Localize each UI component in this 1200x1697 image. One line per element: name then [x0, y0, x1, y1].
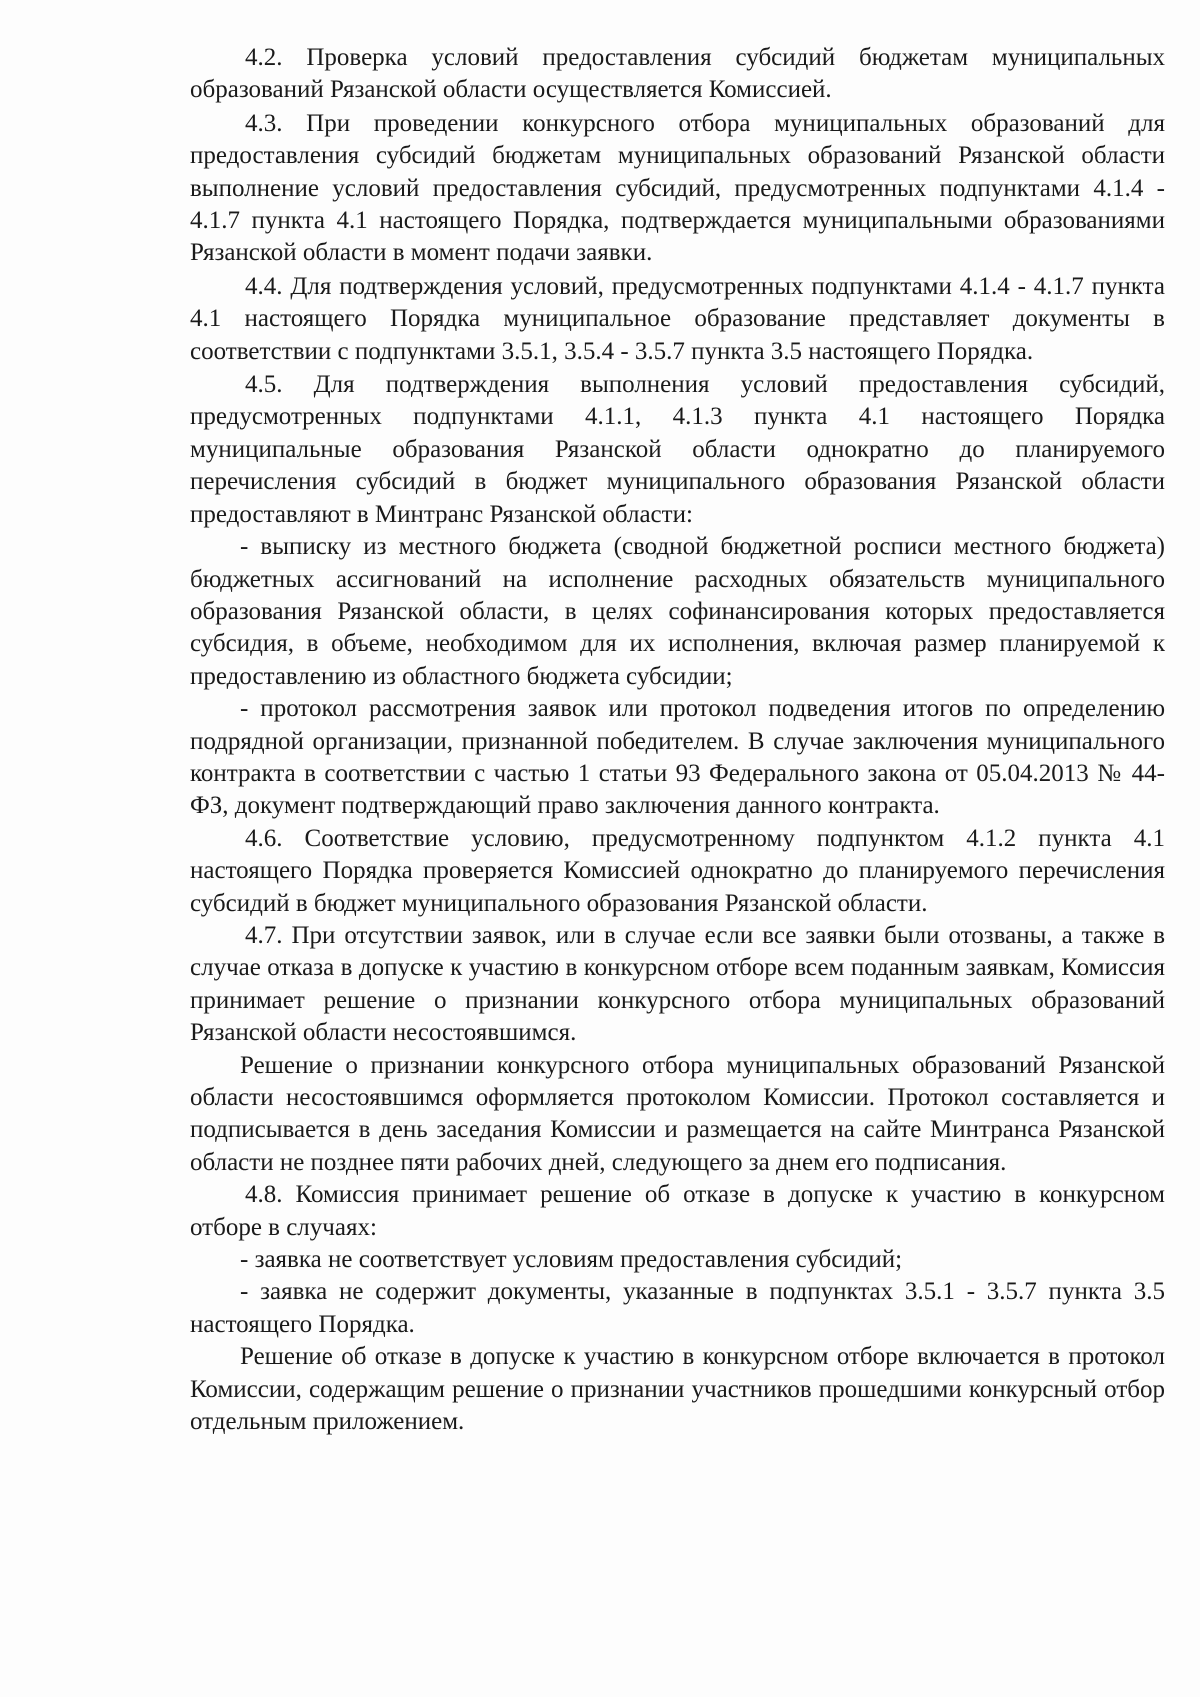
paragraph-4-8-item-2: - заявка не содержит документы, указанные в подпунктах 3.5.1 - 3.5.7 пункта 3.5 настоящего Порядка. [190, 1278, 1165, 1338]
paragraph-4-5: 4.5. Для подтверждения выполнения условий предоставления субсидий, предусмотренных подпунктами 4.1.1, 4.1.3 пункта 4.1 настоящего Порядка муниципальные образования Рязанской области однократно до планируемого перечисления субсидий в бюджет муниципального образования Рязанской области предоставляют в Минтранс Рязанской области: [190, 371, 1165, 528]
paragraph-4-7: 4.7. При отсутствии заявок, или в случае если все заявки были отозваны, а также в случае отказа в допуске к участию в конкурсном отборе всем поданным заявкам, Комиссия принимает решение о признании конкурсного отбора муниципальных образований Рязанской области несостоявшимся. [190, 921, 1165, 1047]
paragraph-4-6: 4.6. Соответствие условию, предусмотренному подпунктом 4.1.2 пункта 4.1 настоящего Порядка проверяется Комиссией однократно до планируемого перечисления субсидий в бюджет муниципального образования Рязанской области. [190, 824, 1165, 917]
paragraph-4-5-item-1: - выписку из местного бюджета (сводной бюджетной росписи местного бюджета) бюджетных ассигнований на исполнение расходных обязательств муниципального образования Рязанской области, в целях софинансирования которых предоставляется субсидия, в объеме, необходимом для их исполнения, включая размер планируемой к предоставлению из областного бюджета субсидии; [190, 533, 1165, 690]
paragraph-4-7-decision: Решение о признании конкурсного отбора муниципальных образований Рязанской области несостоявшимся оформляется протоколом Комиссии. Протокол составляется и подписывается в день заседания Комиссии и размещается на сайте Минтранса Рязанской области не позднее пяти рабочих дней, следующего за днем его подписания. [190, 1051, 1165, 1176]
paragraph-4-8-item-1: - заявка не соответствует условиям предоставления субсидий; [240, 1246, 903, 1274]
paragraph-4-4: 4.4. Для подтверждения условий, предусмотренных подпунктами 4.1.4 - 4.1.7 пункта 4.1 настоящего Порядка муниципальное образование представляет документы в соответствии с подпунктами 3.5.1, 3.5.4 - 3.5.7 пункта 3.5 настоящего Порядка. [190, 272, 1165, 365]
paragraph-4-2: 4.2. Проверка условий предоставления субсидий бюджетам муниципальных образований Рязанской области осуществляется Комиссией. [190, 44, 1165, 104]
document-body [190, 42, 1165, 1438]
paragraph-4-8: 4.8. Комиссия принимает решение об отказе в допуске к участию в конкурсном отборе в случаях: [190, 1181, 1165, 1241]
paragraph-4-3: 4.3. При проведении конкурсного отбора муниципальных образований для предоставления субсидий бюджетам муниципальных образований Рязанской области выполнение условий предоставления субсидий, предусмотренных подпунктами 4.1.4 - 4.1.7 пункта 4.1 настоящего Порядка, подтверждается муниципальными образованиями Рязанской области в момент подачи заявки. [190, 109, 1165, 267]
paragraph-4-8-conclusion: Решение об отказе в допуске к участию в конкурсном отборе включается в протокол Комиссии, содержащим решение о признании участников прошедшими конкурсный отбор отдельным приложением. [190, 1343, 1165, 1436]
paragraph-4-5-item-2: - протокол рассмотрения заявок или протокол подведения итогов по определению подрядной организации, признанной победителем. В случае заключения муниципального контракта в соответствии с частью 1 статьи 93 Федерального закона от 05.04.2013 № 44-ФЗ, документ подтверждающий право заключения данного контракта. [190, 695, 1165, 820]
